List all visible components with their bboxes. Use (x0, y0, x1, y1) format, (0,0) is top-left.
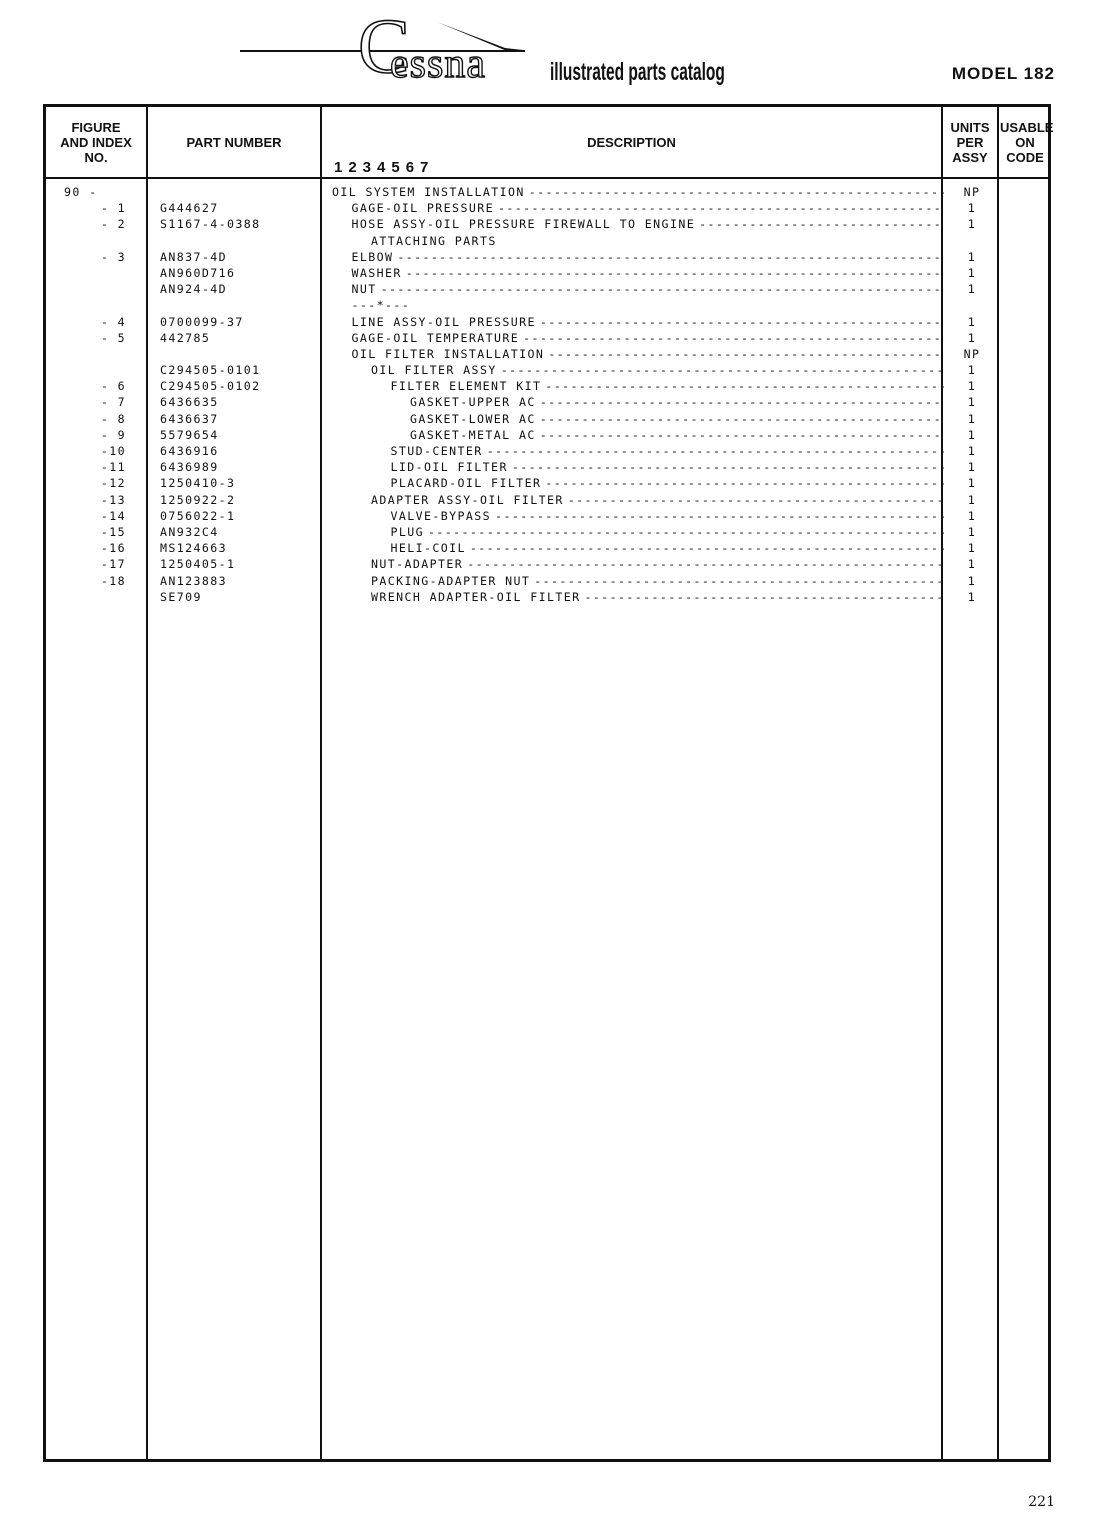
part-number: 6436989 (160, 460, 219, 475)
table-row (46, 250, 1048, 266)
part-number: 5579654 (160, 427, 219, 442)
part-number: 0700099-37 (160, 314, 244, 329)
figure-index: -18 (100, 573, 126, 588)
figure-index: -12 (100, 476, 126, 491)
header-description: DESCRIPTION (587, 134, 676, 150)
description-text: HELI-COIL (391, 541, 470, 555)
page-number: 221 (1028, 1494, 1055, 1510)
units-per-assy: 1 (967, 379, 977, 394)
figure-index: - 1 (100, 201, 126, 216)
part-number: 1250405-1 (160, 557, 236, 572)
description (332, 282, 944, 296)
part-number: AN924-4D (160, 282, 228, 297)
description (332, 590, 944, 604)
table-row (46, 574, 1048, 590)
description (332, 201, 944, 215)
table-row (46, 363, 1048, 379)
description-text: STUD-CENTER (391, 444, 487, 458)
units-per-assy: 1 (967, 411, 977, 426)
description-text: GASKET-UPPER AC (410, 395, 540, 409)
description (332, 509, 944, 523)
part-number: MS124663 (160, 541, 228, 556)
part-number: AN837-4D (160, 249, 228, 264)
description-text: WASHER (352, 266, 406, 280)
figure-index: - 7 (100, 395, 126, 410)
description (332, 476, 944, 490)
table-row (46, 444, 1048, 460)
table-row (46, 541, 1048, 557)
table-row (46, 217, 1048, 233)
units-per-assy: 1 (967, 217, 977, 232)
description-text: LINE ASSY-OIL PRESSURE (352, 315, 540, 329)
units-per-assy: 1 (967, 573, 977, 588)
part-number: 6436637 (160, 411, 219, 426)
part-number: C294505-0102 (160, 379, 261, 394)
table-row (46, 412, 1048, 428)
table-row (46, 266, 1048, 282)
figure-index: -11 (100, 460, 126, 475)
units-per-assy: 1 (967, 589, 977, 604)
units-per-assy: 1 (967, 508, 977, 523)
table-row (46, 282, 1048, 298)
description-text: ELBOW (352, 250, 398, 264)
description (332, 557, 944, 571)
description (332, 250, 944, 264)
units-per-assy: 1 (967, 201, 977, 216)
figure-index: - 9 (100, 427, 126, 442)
model-label: MODEL 182 (951, 64, 1055, 83)
units-per-assy: 1 (967, 282, 977, 297)
description-text: GAGE-OIL TEMPERATURE (352, 331, 524, 345)
indent-digits: 1234567 (334, 159, 435, 176)
description-text: OIL SYSTEM INSTALLATION (332, 185, 529, 199)
part-number: AN932C4 (160, 524, 219, 539)
units-per-assy: 1 (967, 314, 977, 329)
logo-wordmark: essna (390, 41, 486, 87)
part-number: 1250922-2 (160, 492, 236, 507)
units-per-assy: 1 (967, 444, 977, 458)
table-row (46, 460, 1048, 476)
figure-index: -15 (100, 524, 126, 539)
table-row (46, 525, 1048, 541)
logo-c-mark: C (358, 2, 411, 89)
description-text: GAGE-OIL PRESSURE (352, 201, 498, 215)
description (332, 347, 944, 361)
table-row (46, 201, 1048, 217)
part-number: S1167-4-0388 (160, 217, 261, 232)
figure-index: -13 (100, 492, 126, 507)
figure-index: - 8 (100, 411, 126, 426)
description-text: NUT (352, 282, 381, 296)
description-text: PACKING-ADAPTER NUT (371, 574, 534, 588)
description (332, 185, 944, 199)
table-row (46, 493, 1048, 509)
part-number: AN960D716 (160, 265, 236, 280)
description (332, 315, 944, 329)
units-per-assy: 1 (967, 476, 977, 491)
description (332, 217, 944, 231)
figure-index: - 2 (100, 217, 126, 232)
description-text: HOSE ASSY-OIL PRESSURE FIREWALL TO ENGINE (352, 217, 700, 231)
description (332, 363, 944, 377)
description-text: WRENCH ADAPTER-OIL FILTER (371, 590, 585, 604)
description-text: ATTACHING PARTS (371, 234, 501, 248)
part-number: C294505-0101 (160, 363, 261, 378)
description-text: NUT-ADAPTER (371, 557, 467, 571)
table-row (46, 395, 1048, 411)
description-text: VALVE-BYPASS (391, 509, 496, 523)
figure-index: - 3 (100, 249, 126, 264)
description-text: LID-OIL FILTER (391, 460, 512, 474)
units-per-assy: 1 (967, 330, 977, 345)
table-row (46, 590, 1048, 606)
table-row (46, 315, 1048, 331)
figure-index: -14 (100, 508, 126, 523)
description (332, 460, 944, 474)
description (332, 298, 944, 312)
description (332, 379, 944, 393)
description (332, 444, 944, 458)
units-per-assy: NP (963, 346, 981, 361)
description-text: ADAPTER ASSY-OIL FILTER (371, 493, 568, 507)
units-per-assy: 1 (967, 524, 977, 539)
header-rule (46, 177, 1048, 179)
description (332, 412, 944, 426)
table-row (46, 379, 1048, 395)
units-per-assy: 1 (967, 492, 977, 507)
description (332, 234, 944, 248)
part-number: AN123883 (160, 573, 228, 588)
table-row (46, 347, 1048, 363)
cessna-logo (240, 2, 530, 92)
part-number: SE709 (160, 589, 202, 604)
description-text: PLACARD-OIL FILTER (391, 476, 546, 490)
figure-index: 90 - (64, 185, 98, 199)
description (332, 574, 944, 588)
part-number: 0756022-1 (160, 508, 236, 523)
units-per-assy: 1 (967, 249, 977, 264)
description (332, 395, 944, 409)
header-usable: USABLE ON CODE (1000, 119, 1054, 165)
figure-index: -17 (100, 557, 126, 572)
table-row (46, 476, 1048, 492)
units-per-assy: 1 (967, 363, 977, 378)
units-per-assy: 1 (967, 265, 977, 280)
units-per-assy: 1 (967, 557, 977, 572)
catalog-title: illustrated parts catalog (550, 58, 725, 86)
table-row (46, 509, 1048, 525)
header-part-number: PART NUMBER (186, 134, 282, 150)
description-text: GASKET-METAL AC (410, 428, 540, 442)
figure-index: - 4 (100, 314, 126, 329)
table-row (46, 298, 1048, 314)
description-text: OIL FILTER ASSY (371, 363, 501, 377)
part-number: 1250410-3 (160, 476, 236, 491)
table-row (46, 428, 1048, 444)
description (332, 493, 944, 507)
figure-index: - 6 (100, 379, 126, 394)
header-figure: FIGURE AND INDEX NO. (60, 119, 132, 165)
units-per-assy: 1 (967, 427, 977, 442)
description (332, 428, 944, 442)
description-text: GASKET-LOWER AC (410, 412, 540, 426)
parts-table (43, 104, 1054, 1462)
part-number: G444627 (160, 201, 219, 216)
description (332, 266, 944, 280)
description-text: ---*--- (352, 298, 415, 312)
units-per-assy: NP (963, 185, 981, 199)
description-text: FILTER ELEMENT KIT (391, 379, 546, 393)
units-per-assy: 1 (967, 541, 977, 556)
part-number: 442785 (160, 330, 211, 345)
units-per-assy: 1 (967, 395, 977, 410)
figure-index: -10 (100, 444, 126, 458)
table-row (46, 331, 1048, 347)
header-units: UNITS PER ASSY (950, 119, 990, 165)
description (332, 525, 944, 539)
table-row (46, 234, 1048, 250)
table-row (46, 557, 1048, 573)
description (332, 331, 944, 345)
figure-index: - 5 (100, 330, 126, 345)
description (332, 541, 944, 555)
description-text: OIL FILTER INSTALLATION (352, 347, 549, 361)
part-number: 6436635 (160, 395, 219, 410)
parts-rows (46, 185, 1048, 606)
description-text: PLUG (391, 525, 429, 539)
table-row (46, 185, 1048, 201)
units-per-assy: 1 (967, 460, 977, 475)
part-number: 6436916 (160, 444, 219, 458)
figure-index: -16 (100, 541, 126, 556)
